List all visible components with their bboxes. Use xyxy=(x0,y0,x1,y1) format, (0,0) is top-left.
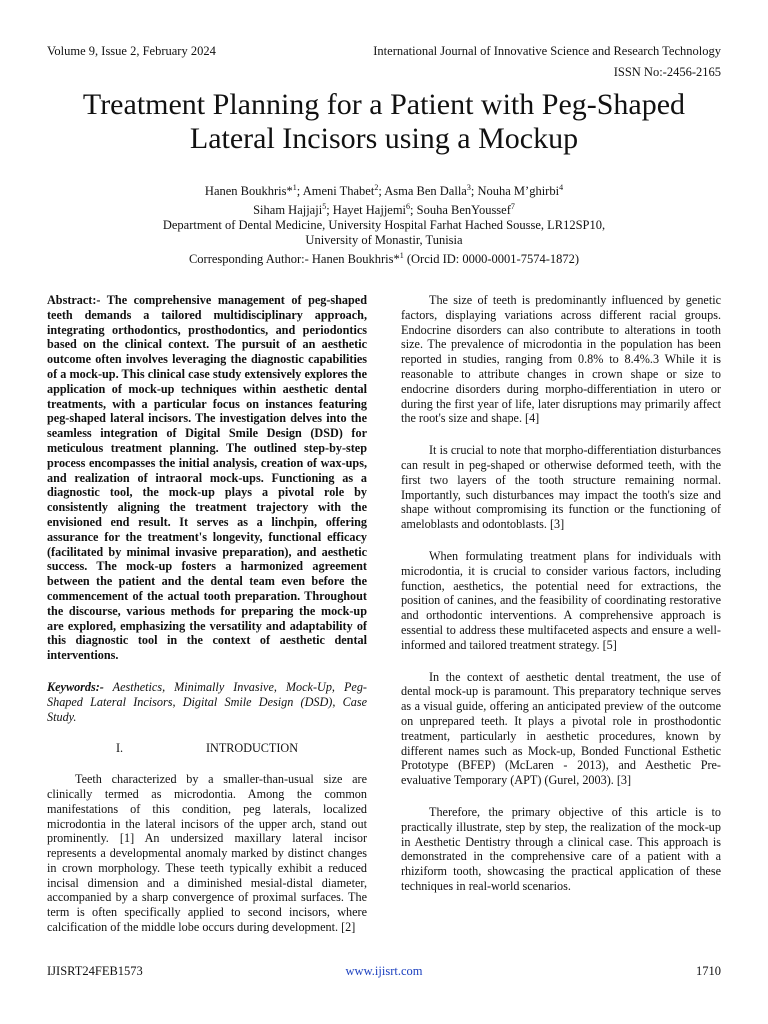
author-affiliation-sup: 1 xyxy=(292,183,297,192)
issn: ISSN No:-2456-2165 xyxy=(613,65,721,79)
body-paragraph-1: The size of teeth is predominantly influenced by genetic factors, displaying variations across different racial groups. Endocrine disorders can also contribute to alterations in tooth size. The prevalence of microdontia in the population has been reported in studies, ranging from 0.8% to 8.4%.3 While it is reasonable to attribute changes in crown shape or size to endocrine disorders during morpho-differentiation in utero or during the first year of life, later disruptions may primarily affect the root's size and shape. [4] xyxy=(401,293,721,426)
author-affiliation-sup: 7 xyxy=(510,202,515,212)
author-name: Souha BenYoussef xyxy=(416,203,511,218)
journal-name: International Journal of Innovative Science and Research Technology xyxy=(373,44,721,58)
corresponding-orcid: (Orcid ID: 0000-0001-7574-1872) xyxy=(403,252,580,267)
author-affiliation-sup: 4 xyxy=(559,183,564,192)
paper-title: Treatment Planning for a Patient with Peg-Shaped Lateral Incisors using a Mockup xyxy=(82,88,686,155)
authors-line-2 xyxy=(40,199,728,218)
author-affiliation-sup: 3 xyxy=(466,183,471,192)
author-name: Asma Ben Dalla xyxy=(384,184,467,199)
intro-paragraph: Teeth characterized by a smaller-than-usual size are clinically termed as microdontia. Among the common manifestations of this condition, peg laterals, localized microdontia in the lateral incisors of the upper arch, stand out prominently. [1] An undersized maxillary lateral incisor represents a developmental anomaly marked by distinct changes in crown morphology. These teeth typically exhibit a reduced incisal dimension and a diminished mesial-distal diameter, accompanied by a sharp convergence of proximal surfaces. The term is often specifically applied to second incisors, where calcification of the middle lobe occurs during development. [2] xyxy=(47,772,367,935)
keywords xyxy=(47,680,367,724)
author-name: Ameni Thabet xyxy=(302,184,375,199)
authors-block xyxy=(40,180,728,248)
left-column xyxy=(47,293,367,952)
article-id: IJISRT24FEB1573 xyxy=(47,964,143,978)
author-affiliation-sup: 2 xyxy=(374,183,379,192)
keywords-label: Keywords:- xyxy=(47,679,104,694)
author-separator: ; xyxy=(326,203,333,218)
author-name: Hayet Hajjemi xyxy=(332,203,407,218)
section-title: INTRODUCTION xyxy=(205,741,299,756)
author-name: Nouha M’ghirbi xyxy=(477,184,560,199)
author-separator: ; xyxy=(470,184,478,199)
body-paragraph-3: When formulating treatment plans for individuals with microdontia, it is crucial to consider various factors, including function, aesthetics, the potential need for extractions, the position of canines, and the feasibility of coordinating restorative and orthodontic interventions. A comprehensive approach is essential to address these multifaceted aspects and ensure a well-informed and tailored treatment strategy. [5] xyxy=(401,548,721,652)
right-column xyxy=(401,293,721,911)
affiliation-line-2: University of Monastir, Tunisia xyxy=(305,233,463,248)
author-separator: ; xyxy=(378,184,385,199)
author-name: Siham Hajjaji xyxy=(253,203,323,218)
section-number: I. xyxy=(115,741,124,756)
abstract: Abstract:- The comprehensive management of peg-shaped teeth demands a tailored multidisciplinary approach, integrating orthodontics, prosthodontics, and periodontics based on the clinical context. The pursuit of an aesthetic outcome often involves leveraging the diagnostic capabilities of a mock-up. This clinical case study extensively explores the application of mock-up techniques within aesthetic dental treatments, with a particular focus on instances featuring peg-shaped lateral incisors. The investigation delves into the seamless integration of Digital Smile Design (DSD) for meticulous treatment planning. The outlined step-by-step process encompasses the initial analysis, creation of wax-ups, and realization of intraoral mock-ups. Functioning as a diagnostic tool, the mock-up plays a pivotal role by consistently aligning the treatment trajectory with the envisioned end result. It serves as a linchpin, offering assurance for the treatment's longevity, functional efficacy (facilitated by minimal invasive preparation), and aesthetic success. The mock-up fosters a harmonized agreement between the patient and the dental team even before the commencement of the actual tooth preparation. Throughout the discourse, various methods for preparing the mock-up are explored, emphasizing the versatility and adaptability of this diagnostic tool in the context of aesthetic dental interventions. xyxy=(47,293,367,663)
page-number: 1710 xyxy=(696,964,721,978)
body-paragraph-2: It is crucial to note that morpho-differentiation disturbances can result in peg-shaped or otherwise deformed teeth, with the first two layers of the tooth structure remaining normal. Importantly, such disturbances may impact the tooth's size and shape without compromising its function or the functioning of ameloblasts and odontoblasts. [3] xyxy=(401,443,721,532)
author-separator: ; xyxy=(296,184,303,199)
author-separator: ; xyxy=(410,203,417,218)
body-paragraph-5: Therefore, the primary objective of this article is to practically illustrate, step by step, the realization of the mock-up in Aesthetic Dentistry through a clinical case. This approach is demonstrated in the comprehensive care of a patient with a rhiziform tooth, showcasing the practical application of these techniques in real-world scenarios. xyxy=(401,804,721,893)
affiliation-line-1: Department of Dental Medicine, University Hospital Farhat Hached Sousse, LR12SP10, xyxy=(162,218,606,233)
corresponding-sup: 1 xyxy=(399,251,404,260)
corresponding-author xyxy=(40,251,728,267)
authors-line-1 xyxy=(40,180,728,199)
author-name: Hanen Boukhris* xyxy=(204,184,293,199)
author-affiliation-sup: 6 xyxy=(406,202,411,212)
volume-info: Volume 9, Issue 2, February 2024 xyxy=(47,44,216,58)
section-heading xyxy=(47,741,367,756)
author-affiliation-sup: 5 xyxy=(322,202,327,212)
keywords-text: Aesthetics, Minimally Invasive, Mock-Up, Peg-Shaped Lateral Incisors, Digital Smile Design (DSD), Case Study. xyxy=(47,679,367,724)
corresponding-prefix: Corresponding Author:- Hanen Boukhris* xyxy=(188,252,400,267)
body-paragraph-4: In the context of aesthetic dental treatment, the use of dental mock-up is paramount. This preparatory technique serves as a visual guide, offering an anticipated preview of the outcome on unprepared teeth. It plays a pivotal role in prosthodontic treatment, particularly in aesthetic procedures, known by different names such as Mock-up, Bonded Functional Esthetic Prototype (BFEP) (McLaren - 2013), and Aesthetic Pre-evaluative Temporary (APT) (Gurel, 2003). [3] xyxy=(401,669,721,788)
journal-url-link[interactable]: www.ijisrt.com xyxy=(345,964,423,978)
